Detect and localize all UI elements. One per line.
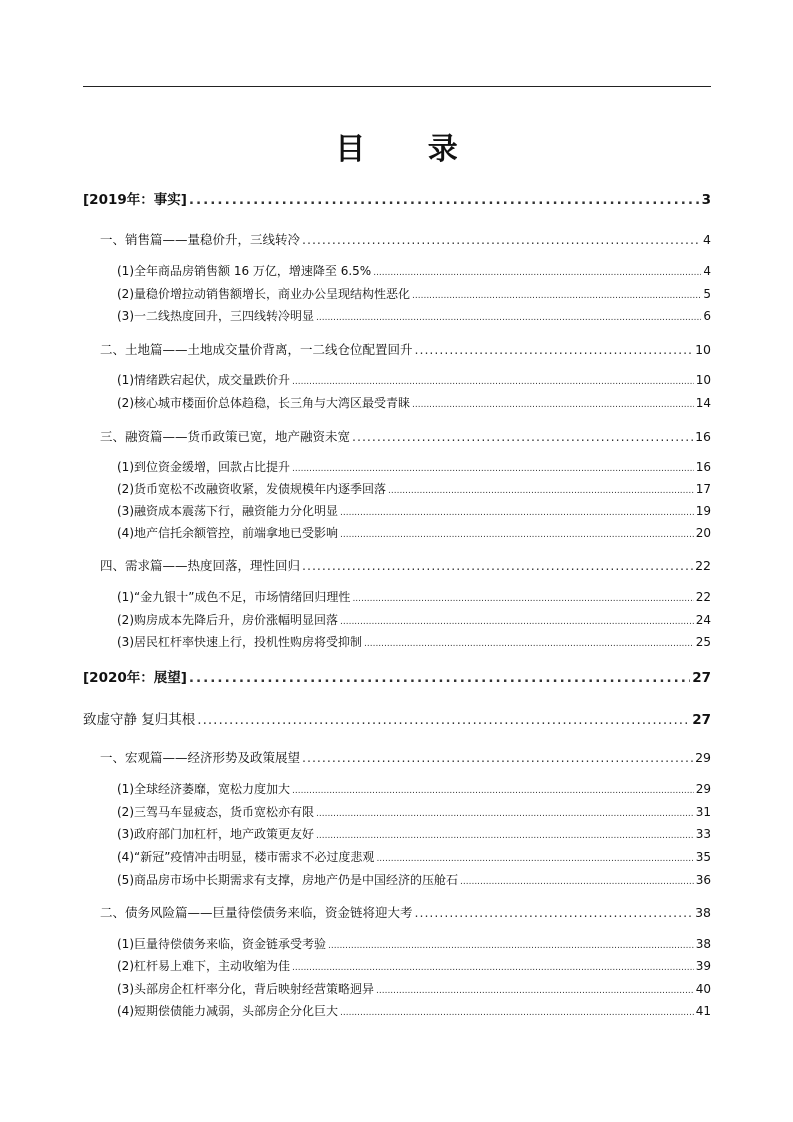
toc-entry-page: 19 [695, 504, 711, 518]
toc-entry[interactable] [100, 340, 711, 358]
toc-leader-dots [316, 313, 701, 323]
toc-leader-dots [412, 400, 694, 410]
toc-entry[interactable] [83, 666, 711, 686]
toc-entry[interactable] [83, 708, 711, 728]
toc-entry-page: 22 [695, 590, 711, 604]
toc-entry[interactable] [100, 230, 711, 248]
toc-entry-page: 25 [695, 635, 711, 649]
toc-leader-dots [316, 809, 694, 819]
toc-entry-page: 40 [695, 982, 711, 996]
toc-entry-page: 29 [695, 782, 711, 796]
toc-leader-dots [302, 750, 693, 765]
toc-entry-title: (1)“金九银十”成色不足，市场情绪回归理性 [117, 590, 351, 604]
toc-entry[interactable] [117, 480, 711, 497]
toc-leader-dots [412, 291, 701, 301]
toc-leader-dots [292, 464, 694, 474]
toc-leader-dots [460, 877, 694, 887]
toc-entry-title: 致虚守静 复归其根 [83, 712, 196, 728]
toc-entry-page: 31 [695, 805, 711, 819]
header-rule [83, 86, 711, 87]
toc-entry[interactable] [117, 633, 711, 650]
toc-leader-dots [340, 1008, 694, 1018]
toc-entry-title: (3)融资成本震荡下行，融资能力分化明显 [117, 504, 338, 518]
toc-entry-title: (1)巨量待偿债务来临，资金链承受考验 [117, 937, 326, 951]
toc-entry-page: 33 [695, 827, 711, 841]
toc-entry-title: 三、融资篇——货币政策已宽，地产融资未宽 [100, 429, 351, 444]
toc-entry-page: 6 [703, 309, 711, 323]
toc-entry-page: 38 [695, 937, 711, 951]
toc-entry-title: 一、销售篇——量稳价升，三线转冷 [100, 232, 301, 247]
toc-entry[interactable] [117, 848, 711, 865]
toc-entry-title: [2020年：展望] [83, 670, 187, 686]
toc-entry[interactable] [117, 825, 711, 842]
toc-entry[interactable] [117, 1002, 711, 1019]
toc-leader-dots [340, 508, 694, 518]
toc-entry-page: 36 [695, 873, 711, 887]
toc-entry-page: 27 [692, 712, 711, 728]
toc-entry-page: 16 [695, 429, 711, 444]
toc-leader-dots [292, 963, 694, 973]
toc-leader-dots [316, 831, 694, 841]
toc-entry-title: (2)杠杆易上难下，主动收缩为佳 [117, 959, 290, 973]
toc-entry[interactable] [100, 748, 711, 766]
toc-entry-page: 24 [695, 613, 711, 627]
toc-entry-page: 27 [692, 670, 711, 686]
toc-entry-page: 3 [701, 192, 711, 208]
toc-entry-title: (3)政府部门加杠杆，地产政策更友好 [117, 827, 314, 841]
toc-entry-page: 20 [695, 526, 711, 540]
toc-leader-dots [376, 854, 693, 864]
toc-entry[interactable] [117, 502, 711, 519]
toc-entry[interactable] [117, 803, 711, 820]
toc-entry[interactable] [117, 611, 711, 628]
toc-entry-title: (1)全年商品房销售额 16 万亿，增速降至 6.5% [117, 264, 372, 278]
toc-entry-page: 35 [695, 850, 711, 864]
toc-entry-title: (4)短期偿债能力减弱，头部房企分化巨大 [117, 1004, 338, 1018]
toc-entry-title: (1)到位资金缓增，回款占比提升 [117, 460, 290, 474]
toc-leader-dots [189, 192, 700, 208]
toc-entry[interactable] [117, 307, 711, 324]
toc-entry-title: (1)情绪跌宕起伏，成交量跌价升 [117, 373, 290, 387]
toc-entry-title: 二、债务风险篇——巨量待偿债务来临，资金链将迎大考 [100, 905, 413, 920]
toc-entry[interactable] [117, 394, 711, 411]
toc-entry-title: (2)量稳价增拉动销售额增长，商业办公呈现结构性恶化 [117, 287, 411, 301]
toc-entry[interactable] [100, 903, 711, 921]
toc-leader-dots [373, 268, 701, 278]
toc-entry-page: 38 [695, 905, 711, 920]
toc-leader-dots [352, 429, 693, 444]
toc-entry-page: 5 [703, 287, 711, 301]
toc-leader-dots [340, 530, 694, 540]
toc-entry-page: 39 [695, 959, 711, 973]
toc-entry[interactable] [100, 427, 711, 445]
toc-entry-page: 14 [695, 396, 711, 410]
toc-entry-title: (3)头部房企杠杆率分化，背后映射经营策略迥异 [117, 982, 374, 996]
toc-leader-dots [352, 594, 693, 604]
toc-leader-dots [292, 377, 694, 387]
toc-leader-dots [415, 905, 694, 920]
toc-entry-title: (4)“新冠”疫情冲击明显，楼市需求不必过度悲观 [117, 850, 375, 864]
toc-leader-dots [302, 558, 693, 573]
toc-leader-dots [302, 232, 701, 247]
toc-leader-dots [340, 617, 694, 627]
toc-leader-dots [388, 486, 694, 496]
toc-entry-title: [2019年：事实] [83, 192, 187, 208]
toc-entry-page: 41 [695, 1004, 711, 1018]
toc-entry-title: (5)商品房市场中长期需求有支撑，房地产仍是中国经济的压舱石 [117, 873, 459, 887]
toc-entry[interactable] [117, 588, 711, 605]
toc-entry-page: 29 [695, 750, 711, 765]
toc-entry[interactable] [100, 556, 711, 574]
toc-entry-title: 二、土地篇——土地成交量价背离，一二线仓位配置回升 [100, 342, 413, 357]
toc-leader-dots [415, 342, 694, 357]
toc-leader-dots [376, 986, 694, 996]
toc-entry-title: (1)全球经济萎靡，宽松力度加大 [117, 782, 290, 796]
toc-entry-title: (2)核心城市楼面价总体趋稳，长三角与大湾区最受青睐 [117, 396, 411, 410]
toc-entry-title: (2)购房成本先降后升，房价涨幅明显回落 [117, 613, 338, 627]
toc-entry-page: 16 [695, 460, 711, 474]
toc-entry[interactable] [117, 935, 711, 952]
toc-entry-page: 10 [695, 373, 711, 387]
toc-leader-dots [189, 670, 690, 686]
toc-entry[interactable] [117, 262, 711, 279]
page-title: 目 录 [335, 132, 484, 167]
toc-entry[interactable] [117, 524, 711, 541]
toc-entry-page: 10 [695, 342, 711, 357]
toc-entry-title: (2)三驾马车显疲态，货币宽松亦有限 [117, 805, 314, 819]
toc-entry[interactable] [117, 285, 711, 302]
toc-entry-page: 17 [695, 482, 711, 496]
toc-entry-page: 22 [695, 558, 711, 573]
toc-entry[interactable] [117, 957, 711, 974]
toc-entry[interactable] [117, 780, 711, 797]
toc-entry[interactable] [117, 371, 711, 388]
toc-entry[interactable] [117, 980, 711, 997]
toc-leader-dots [292, 786, 694, 796]
toc-leader-dots [197, 712, 690, 728]
toc-entry-title: (4)地产信托余额管控，前端拿地已受影响 [117, 526, 338, 540]
toc-entry[interactable] [83, 188, 711, 208]
toc-leader-dots [364, 639, 694, 649]
toc-leader-dots [328, 941, 694, 951]
toc-entry[interactable] [117, 871, 711, 888]
toc-entry-title: 一、宏观篇——经济形势及政策展望 [100, 750, 301, 765]
toc-entry[interactable] [117, 458, 711, 475]
toc-entry-page: 4 [703, 264, 711, 278]
toc-entry-title: (2)货币宽松不改融资收紧，发债规模年内逐季回落 [117, 482, 386, 496]
toc-entry-title: (3)居民杠杆率快速上行，投机性购房将受抑制 [117, 635, 362, 649]
toc-entry-page: 4 [703, 232, 711, 247]
toc-entry-title: (3)一二线热度回升，三四线转冷明显 [117, 309, 314, 323]
toc-entry-title: 四、需求篇——热度回落，理性回归 [100, 558, 301, 573]
